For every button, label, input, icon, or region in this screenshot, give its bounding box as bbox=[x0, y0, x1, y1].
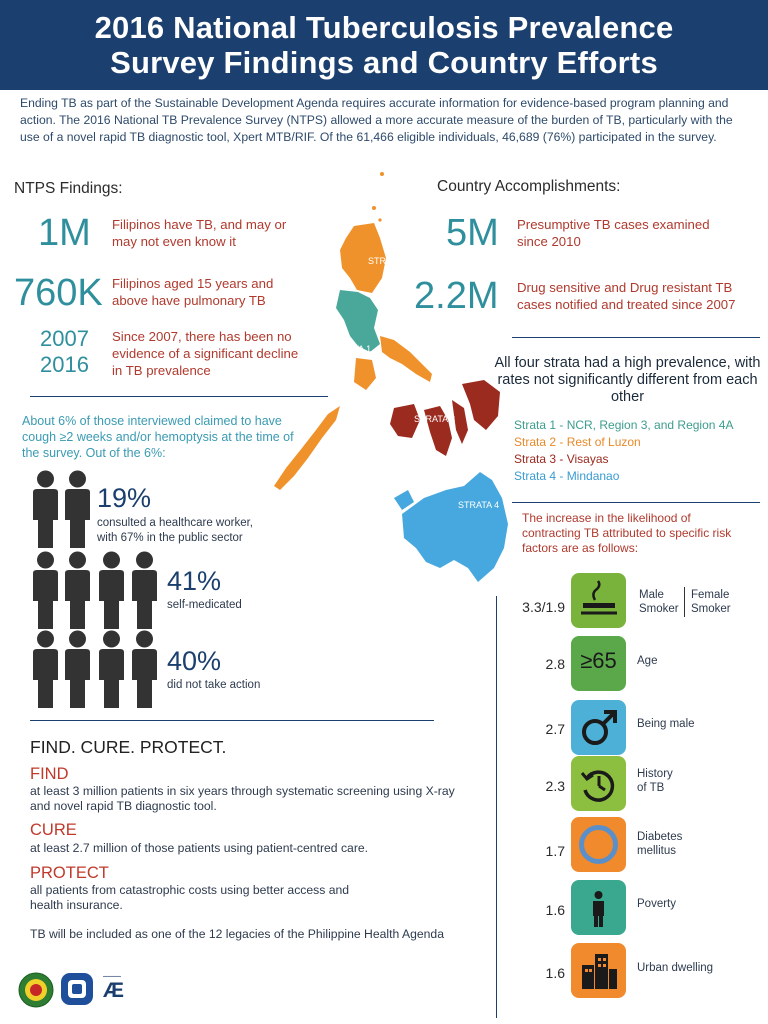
stat-40-desc: did not take action bbox=[167, 679, 261, 691]
strata-list bbox=[514, 417, 733, 485]
risk-label-poverty: Poverty bbox=[637, 898, 676, 910]
accomplishment-2-2m-text: Drug sensitive and Drug resistant TB cases notified and treated since 2007 bbox=[517, 280, 736, 312]
ae-logo: ——— Æ bbox=[103, 974, 133, 1006]
finding-years bbox=[40, 326, 89, 378]
risk-label-female: Female bbox=[691, 589, 730, 601]
risk-value-urban: 1.6 bbox=[545, 965, 565, 981]
stat-41-percent: 41% bbox=[167, 566, 222, 596]
risk-label-male: Male bbox=[639, 589, 664, 601]
strata1-central-luzon bbox=[336, 290, 380, 352]
male-symbol-icon-badge bbox=[571, 700, 626, 755]
strata4-zamboanga bbox=[394, 490, 414, 510]
stat-19-percent: 19% bbox=[97, 483, 152, 513]
map-label-strata1: STRATA 1 bbox=[330, 344, 372, 354]
strata4-mindanao bbox=[402, 472, 508, 582]
strata-item-3: Strata 3 - Visayas bbox=[514, 452, 609, 466]
fcp-protect-text: all patients from catastrophic costs using better access and health insurance. bbox=[30, 883, 350, 912]
strata-item-4: Strata 4 - Mindanao bbox=[514, 469, 620, 483]
person-icon bbox=[31, 551, 60, 629]
fcp-title: FIND. CURE. PROTECT. bbox=[30, 737, 227, 757]
finding-760k-text: Filipinos aged 15 years and above have pulmonary TB bbox=[112, 276, 274, 308]
risk-label-diabetes bbox=[637, 830, 682, 858]
stat-19-desc-line1: consulted a healthcare worker, bbox=[97, 517, 253, 529]
risk-label-male-smoker bbox=[639, 588, 679, 616]
risk-label-being-male: Being male bbox=[637, 718, 695, 730]
diabetes-ring-icon-badge bbox=[571, 817, 626, 872]
cough-divider bbox=[30, 720, 434, 721]
poverty-icon-badge bbox=[571, 880, 626, 935]
smoking-icon bbox=[571, 573, 626, 628]
history-icon bbox=[571, 756, 626, 811]
risk-value-history: 2.3 bbox=[545, 778, 565, 794]
risk-label-history-line1: History bbox=[637, 768, 673, 780]
person-icon bbox=[130, 551, 159, 629]
map-label-strata2: STRATA 2 bbox=[368, 256, 410, 266]
urban-icon-badge bbox=[571, 943, 626, 998]
person-icon bbox=[63, 630, 92, 708]
strata2-bicol bbox=[380, 336, 432, 382]
risk-value-poverty: 1.6 bbox=[545, 902, 565, 918]
accomplishments-title: Country Accomplishments: bbox=[437, 178, 621, 195]
male-symbol-icon bbox=[571, 700, 626, 755]
person-icon bbox=[97, 630, 126, 708]
person-icon bbox=[31, 630, 60, 708]
accomplishment-5m-value: 5M bbox=[446, 212, 499, 254]
person-icon bbox=[63, 551, 92, 629]
risk-heading: The increase in the likelihood of contracting TB attributed to specific risk factors are as follows: bbox=[522, 511, 732, 555]
finding-year-2007: 2007 bbox=[40, 326, 89, 351]
stat-41-desc: self-medicated bbox=[167, 599, 242, 611]
doh-seal-logo bbox=[18, 972, 54, 1008]
stat-19-desc-line2: with 67% in the public sector bbox=[97, 532, 243, 544]
risk-vertical-line bbox=[496, 596, 497, 1018]
risk-label-female-smoker-word: Smoker bbox=[691, 603, 731, 615]
finding-decline-text: Since 2007, there has been no evidence of a significant decline in TB prevalence bbox=[112, 329, 299, 378]
fcp-find-heading: FIND bbox=[30, 765, 69, 783]
strata-item-1: Strata 1 - NCR, Region 3, and Region 4A bbox=[514, 418, 734, 432]
risk-label-male-smoker-word: Smoker bbox=[639, 603, 679, 615]
smoker-separator bbox=[684, 587, 685, 617]
accomplishments-divider bbox=[512, 337, 760, 338]
finding-1m-text: Filipinos have TB, and may or may not even know it bbox=[112, 217, 287, 249]
page-title-line2: Survey Findings and Country Efforts bbox=[110, 45, 658, 80]
fcp-cure-heading: CURE bbox=[30, 821, 77, 839]
finding-year-2016: 2016 bbox=[40, 352, 89, 377]
strata-item-2: Strata 2 - Rest of Luzon bbox=[514, 435, 641, 449]
finding-1m-value: 1M bbox=[38, 212, 91, 254]
smoking-icon-badge bbox=[571, 573, 626, 628]
strata-heading: All four strata had a high prevalence, with rates not significantly different from each other bbox=[494, 355, 761, 405]
strata2-palawan bbox=[274, 406, 340, 490]
person-icon bbox=[97, 551, 126, 629]
map-label-strata4: STRATA 4 bbox=[458, 500, 500, 510]
ae-logo-text: Æ bbox=[103, 979, 124, 1002]
risk-label-history-line2: of TB bbox=[637, 782, 665, 794]
page-title-line1: 2016 National Tuberculosis Prevalence bbox=[94, 10, 674, 45]
risk-value-smoking: 3.3/1.9 bbox=[522, 599, 565, 615]
finding-760k-value: 760K bbox=[14, 272, 103, 314]
history-icon-badge bbox=[571, 756, 626, 811]
age-icon bbox=[571, 636, 626, 691]
risk-label-history bbox=[637, 767, 673, 795]
person-icon bbox=[130, 630, 159, 708]
poverty-icon bbox=[571, 880, 626, 935]
risk-label-urban: Urban dwelling bbox=[637, 962, 714, 974]
philhealth-logo bbox=[60, 972, 94, 1006]
accomplishment-5m-text: Presumptive TB cases examined since 2010 bbox=[517, 217, 710, 249]
risk-label-female-smoker bbox=[691, 588, 731, 616]
risk-value-male: 2.7 bbox=[545, 721, 565, 737]
risk-value-age: 2.8 bbox=[545, 656, 565, 672]
fcp-cure-text: at least 2.7 million of those patients using patient-centred care. bbox=[30, 841, 369, 855]
stat-40-percent: 40% bbox=[167, 646, 222, 676]
person-icon bbox=[31, 470, 60, 548]
ntps-findings-title: NTPS Findings: bbox=[14, 180, 123, 197]
fcp-protect-heading: PROTECT bbox=[30, 864, 109, 882]
stat-19-desc bbox=[97, 516, 277, 546]
fcp-footer-text: TB will be included as one of the 12 legacies of the Philippine Health Agenda bbox=[30, 927, 444, 941]
risk-label-diabetes-line2: mellitus bbox=[637, 845, 676, 857]
risk-label-age: Age bbox=[637, 655, 658, 667]
diabetes-ring-icon bbox=[571, 817, 626, 872]
risk-label-diabetes-line1: Diabetes bbox=[637, 831, 683, 843]
intro-paragraph: Ending TB as part of the Sustainable Development Agenda requires accurate information for evidence-based program planning and action. The 2016 National TB Prevalence Survey (NTPS) allowed a more accurate measure of the burden of TB, particularly with the use of a novel rapid TB diagnostic tool, Xpert MTB/RIF. Of the 61,466 eligible individuals, 46,689 (76%) participated in the survey. bbox=[20, 96, 733, 144]
age-icon-text: ≥65 bbox=[580, 648, 617, 673]
strata-divider bbox=[512, 502, 760, 503]
person-icon bbox=[63, 470, 92, 548]
accomplishment-2-2m-value: 2.2M bbox=[414, 275, 499, 317]
urban-icon bbox=[571, 943, 626, 998]
map-label-strata3: STRATA 3 bbox=[414, 414, 456, 424]
risk-value-diabetes: 1.7 bbox=[545, 843, 565, 859]
fcp-find-text: at least 3 million patients in six years through systematic screening using X-ray and novel rapid TB diagnostic tool. bbox=[30, 784, 455, 813]
strata2-mindoro bbox=[354, 358, 376, 390]
cough-paragraph: About 6% of those interviewed claimed to have cough ≥2 weeks and/or hemoptysis at the time of the survey. Out of the 6%: bbox=[22, 414, 294, 460]
